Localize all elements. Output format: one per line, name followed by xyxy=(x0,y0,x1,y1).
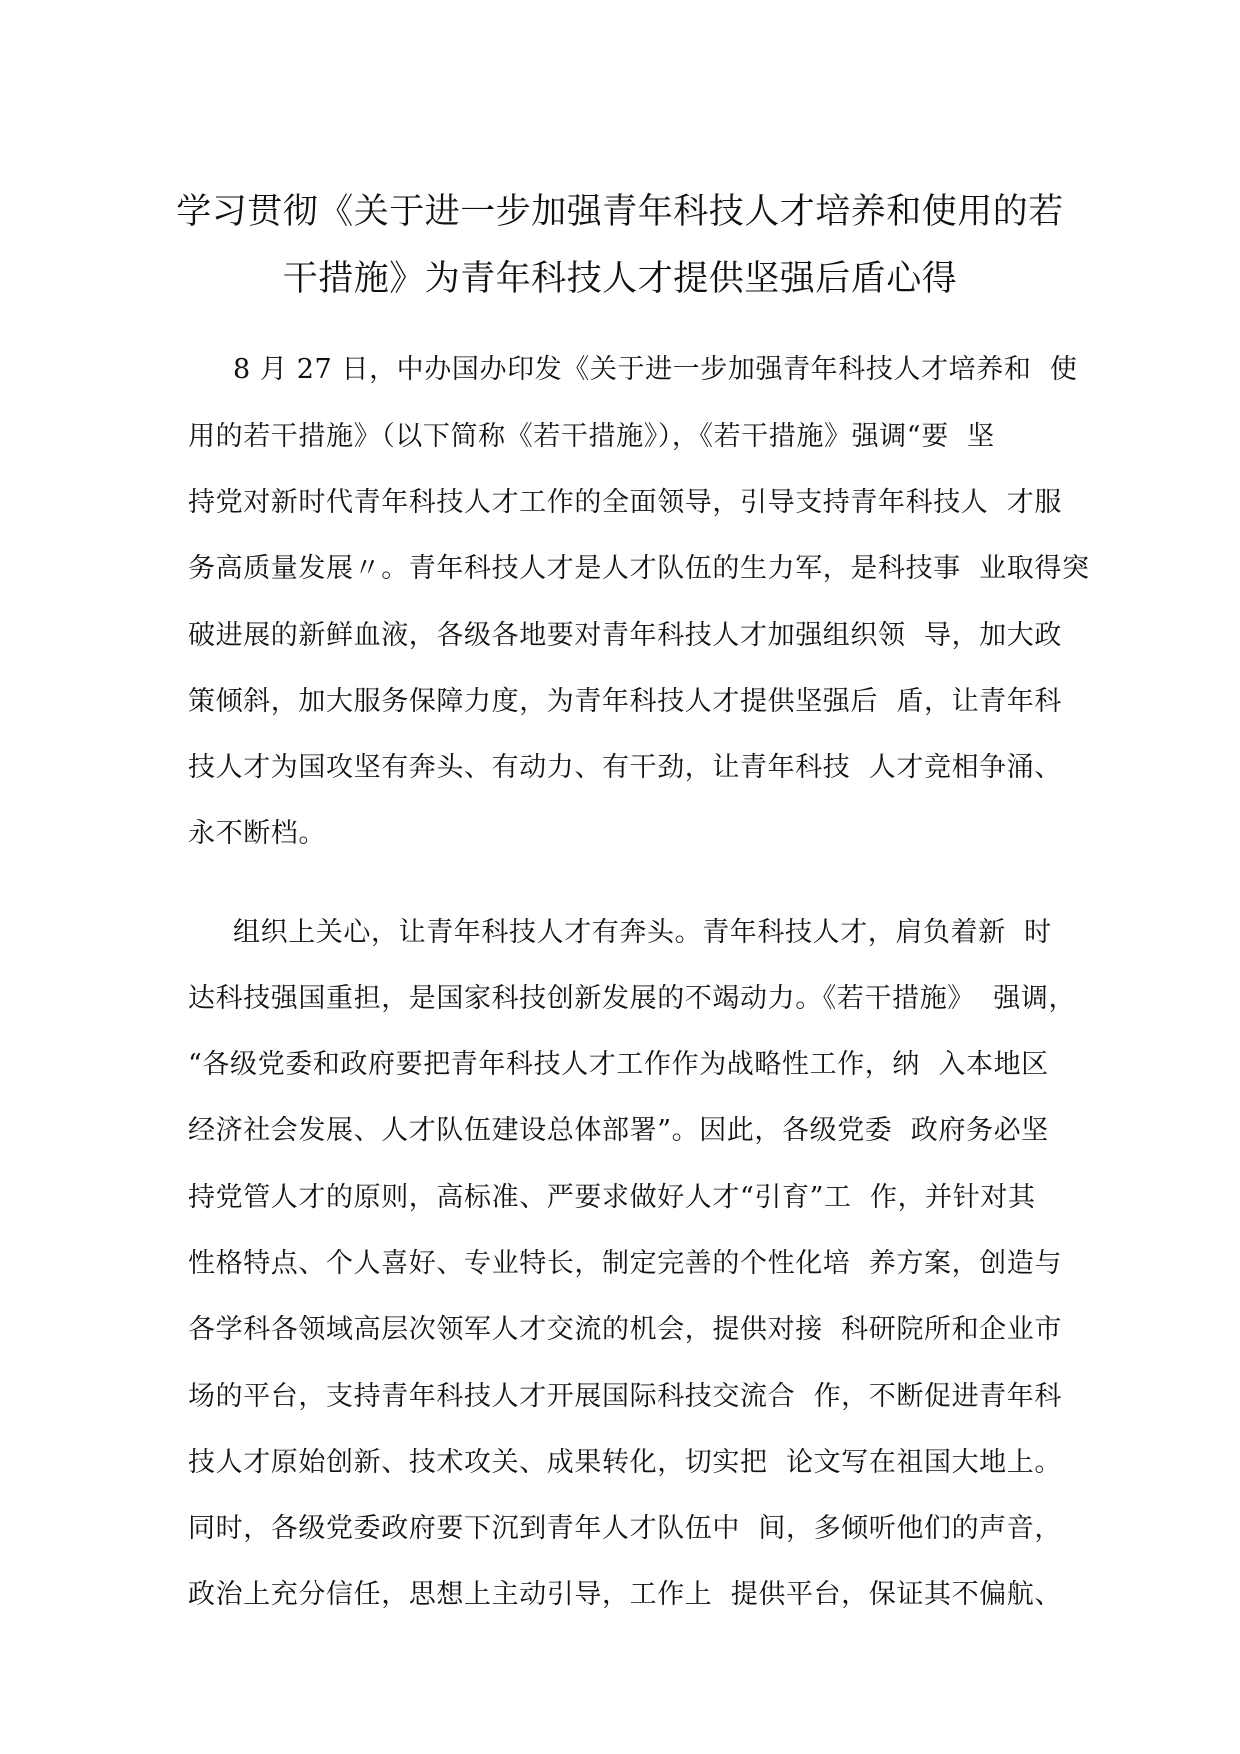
paragraph-2-line-1: 组织上关心，让青年科技人才有奔头。青年科技人才，肩负着新 时 xyxy=(233,917,1052,948)
paragraph-2-line-10: 同时，各级党委政府要下沉到青年人才队伍中 间，多倾听他们的声音， xyxy=(188,1513,1062,1544)
paragraph-1-line-4: 务高质量发展〃。青年科技人才是人才队伍的生力军，是科技事 业取得突 xyxy=(188,553,1090,584)
paragraph-2-line-11: 政治上充分信任，思想上主动引导，工作上 提供平台，保证其不偏航、 xyxy=(188,1579,1062,1610)
paragraph-2-line-8: 场的平台，支持青年科技人才开展国际科技交流合 作，不断促进青年科 xyxy=(188,1381,1062,1412)
document-title-line-2: 干措施》为青年科技人才提供坚强后盾心得 xyxy=(282,259,958,299)
paragraph-1-line-6: 策倾斜，加大服务保障力度，为青年科技人才提供坚强后 盾，让青年科 xyxy=(188,686,1062,717)
paragraph-2-line-4: 经济社会发展、人才队伍建设总体部署”。因此，各级党委 政府务必坚 xyxy=(188,1115,1049,1146)
paragraph-1-line-7: 技人才为国攻坚有奔头、有动力、有干劲，让青年科技 人才竞相争涌、 xyxy=(188,752,1062,783)
paragraph-2-line-5: 持党管人才的原则，高标准、严要求做好人才“引育”工 作，并针对其 xyxy=(188,1182,1036,1213)
paragraph-2-line-9: 技人才原始创新、技术攻关、成果转化，切实把 论文写在祖国大地上。 xyxy=(188,1447,1062,1478)
paragraph-2-line-7: 各学科各领域高层次领军人才交流的机会，提供对接 科研院所和企业市 xyxy=(188,1314,1062,1345)
paragraph-2-line-6: 性格特点、个人喜好、专业特长，制定完善的个性化培 养方案，创造与 xyxy=(188,1248,1062,1279)
paragraph-2-line-3: “各级党委和政府要把青年科技人才工作作为战略性工作，纳 入本地区 xyxy=(188,1049,1049,1080)
paragraph-1-line-5: 破进展的新鲜血液，各级各地要对青年科技人才加强组织领 导，加大政 xyxy=(188,620,1062,651)
document-title-line-1: 学习贯彻《关于进一步加强青年科技人才培养和使用的若 xyxy=(176,192,1064,232)
paragraph-2-line-2: 达科技强国重担，是国家科技创新发展的不竭动力。《若干措施》 强调， xyxy=(188,983,1077,1014)
paragraph-1-line-3: 持党对新时代青年科技人才工作的全面领导，引导支持青年科技人 才服 xyxy=(188,487,1062,518)
paragraph-1-line-1: 8 月 27 日，中办国办印发《关于进一步加强青年科技人才培养和 使 xyxy=(233,354,1078,385)
paragraph-1-line-8: 永不断档。 xyxy=(188,818,326,849)
paragraph-1-line-2: 用的若干措施》（以下简称《若干措施》），《若干措施》强调“要 坚 xyxy=(188,421,995,452)
